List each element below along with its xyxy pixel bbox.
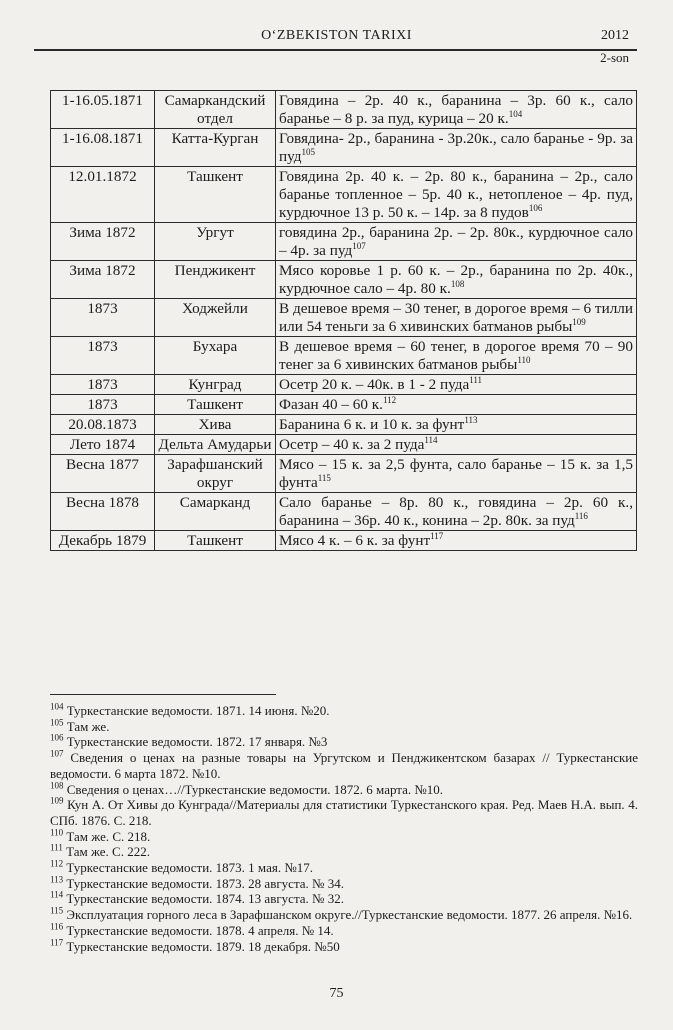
table-row [51, 455, 637, 493]
footnote-ref: 116 [574, 510, 588, 521]
prices-cell [276, 91, 637, 129]
prices-cell [276, 493, 637, 531]
table-row [51, 91, 637, 129]
footnote-text: Туркестанские ведомости. 1873. 28 августа. № 34. [66, 875, 344, 891]
place-cell: Катта-Курган [155, 129, 276, 167]
prices-text: В дешевое время – 60 тенег, в дорогое время 70 – 90 тенег за 6 хивинских батманов рыбы [279, 338, 633, 373]
date-cell: Зима 1872 [51, 223, 155, 261]
prices-cell [276, 129, 637, 167]
footnote [50, 923, 638, 939]
table-row [51, 299, 637, 337]
footnote-ref: 105 [301, 146, 315, 157]
place-cell: Пенджикент [155, 261, 276, 299]
journal-title: O‘ZBEKISTON TARIXI [261, 28, 412, 43]
place-cell: Самаркандский отдел [155, 91, 276, 129]
footnote-ref: 111 [469, 374, 483, 385]
footnote-ref: 117 [430, 530, 444, 541]
place-cell: Дельта Амударьи [155, 435, 276, 455]
place-cell: Бухара [155, 337, 276, 375]
footnote-number: 105 [50, 717, 64, 728]
footnote [50, 797, 638, 828]
date-cell: 1873 [51, 337, 155, 375]
prices-text: Баранина 6 к. и 10 к. за фунт [279, 416, 465, 433]
prices-text: Говядина 2р. 40 к. – 2р. 80 к., баранина – 2р., сало баранье топленное – 5р. 40 к., нетопленое – 4р. пуд, курдючное 13 р. 50 к. – 14р. за 8 пудов [279, 168, 633, 221]
footnote-ref: 112 [382, 394, 397, 405]
place-cell: Ташкент [155, 531, 276, 551]
prices-text: Говядина – 2р. 40 к., баранина – 3р. 60 к., сало баранье – 8 р. за пуд, курица – 20 к. [279, 92, 633, 127]
footnote-text: Там же. С. 218. [66, 828, 151, 844]
table-row [51, 395, 637, 415]
footnote-text: Там же. С. 222. [66, 844, 150, 860]
footnote-number: 106 [50, 733, 64, 744]
footnote [50, 860, 638, 876]
footnote-text: Кун А. От Хивы до Кунграда//Материалы для статистики Туркестанского края. Ред. Маев Н.А. вып. 4. СПб. 1876. С. 218. [50, 797, 638, 828]
footnote-number: 109 [50, 795, 64, 806]
table-row [51, 531, 637, 551]
place-cell: Ургут [155, 223, 276, 261]
footnote [50, 703, 638, 719]
prices-cell [276, 261, 637, 299]
footnote-text: Туркестанские ведомости. 1878. 4 апреля. № 14. [66, 922, 334, 938]
footnote-number: 114 [50, 890, 64, 901]
footnote-ref: 109 [572, 316, 586, 327]
table-row [51, 375, 637, 395]
prices-cell [276, 167, 637, 223]
footnote-ref: 107 [352, 240, 366, 251]
footnote-number: 113 [50, 874, 64, 885]
footnote [50, 939, 638, 955]
footnote [50, 782, 638, 798]
footnote-ref: 115 [317, 472, 331, 483]
footnote-text: Сведения о ценах на разные товары на Ургутском и Пенджикентском базарах // Туркестанские ведомости. 6 марта 1872. №10. [50, 750, 639, 781]
footnote [50, 750, 638, 781]
journal-year: 2012 [601, 28, 629, 43]
footnote-number: 107 [50, 748, 64, 759]
footnote-ref: 108 [450, 278, 465, 289]
prices-cell [276, 299, 637, 337]
prices-cell [276, 531, 637, 551]
footnotes-list [50, 703, 638, 954]
footnote-text: Эксплуатация горного леса в Зарафшанском округе.//Туркестанские ведомости. 1877. 26 апреля. №16. [66, 907, 633, 923]
prices-text: Сало баранье – 8р. 80 к., говядина – 2р. 60 к., баранина – 36р. 40 к., конина – 2р. 80к. за пуд [279, 494, 633, 529]
table-row [51, 223, 637, 261]
footnote-ref: 113 [464, 414, 478, 425]
table-row [51, 261, 637, 299]
prices-table [50, 90, 637, 551]
footnote [50, 719, 638, 735]
date-cell: 1873 [51, 395, 155, 415]
prices-text: Фазан 40 – 60 к. [279, 396, 383, 413]
prices-text: Мясо 4 к. – 6 к. за фунт [279, 532, 431, 549]
prices-cell [276, 415, 637, 435]
date-cell: 1-16.05.1871 [51, 91, 155, 129]
prices-text: Осетр 20 к. – 40к. в 1 - 2 пуда [279, 376, 470, 393]
place-cell: Ташкент [155, 167, 276, 223]
footnote-ref: 114 [424, 434, 438, 445]
footnote [50, 891, 638, 907]
date-cell: Лето 1874 [51, 435, 155, 455]
prices-text: Осетр – 40 к. за 2 пуда [279, 436, 425, 453]
header-divider [34, 49, 637, 51]
journal-issue: 2-son [600, 50, 629, 65]
footnote-number: 117 [50, 937, 64, 948]
footnote [50, 844, 638, 860]
place-cell: Ташкент [155, 395, 276, 415]
table-row [51, 129, 637, 167]
table-row [51, 493, 637, 531]
footnote-number: 116 [50, 921, 64, 932]
footnote-ref: 110 [517, 354, 531, 365]
prices-text: В дешевое время – 30 тенег, в дорогое время – 6 тилли или 54 теньги за 6 хивинских батманов рыбы [279, 300, 633, 335]
page-number: 75 [329, 986, 344, 1001]
prices-cell [276, 435, 637, 455]
table-row [51, 167, 637, 223]
place-cell: Кунград [155, 375, 276, 395]
footnote-text: Туркестанские ведомости. 1873. 1 мая. №17. [66, 860, 313, 876]
table-row [51, 415, 637, 435]
prices-cell [276, 375, 637, 395]
footnote-text: Туркестанские ведомости. 1874. 13 августа. № 32. [66, 891, 344, 907]
date-cell: 1873 [51, 375, 155, 395]
prices-cell [276, 455, 637, 493]
prices-text: Мясо коровье 1 р. 60 к. – 2р., баранина по 2р. 40к., курдючное сало – 4р. 80 к. [279, 262, 633, 297]
footnote-number: 112 [50, 858, 64, 869]
footnote [50, 829, 638, 845]
footnote-text: Туркестанские ведомости. 1872. 17 января. №3 [66, 734, 328, 750]
footnote [50, 876, 638, 892]
date-cell: Зима 1872 [51, 261, 155, 299]
footnote-ref: 104 [508, 108, 523, 119]
footnote-number: 110 [50, 827, 64, 838]
footnote-text: Сведения о ценах…//Туркестанские ведомости. 1872. 6 марта. №10. [66, 781, 444, 797]
prices-cell [276, 337, 637, 375]
table-row [51, 435, 637, 455]
footnote-divider [50, 694, 276, 695]
prices-cell [276, 223, 637, 261]
prices-cell [276, 395, 637, 415]
prices-text: Говядина- 2р., баранина - 3р.20к., сало баранье - 9р. за пуд [279, 130, 633, 165]
footnote-text: Туркестанские ведомости. 1871. 14 июня. №20. [66, 703, 330, 718]
prices-table-body [51, 91, 637, 551]
footnote [50, 907, 638, 923]
date-cell: 20.08.1873 [51, 415, 155, 435]
date-cell: Весна 1878 [51, 493, 155, 531]
date-cell: 1-16.08.1871 [51, 129, 155, 167]
date-cell: 12.01.1872 [51, 167, 155, 223]
place-cell: Зарафшанский округ [155, 455, 276, 493]
footnote [50, 734, 638, 750]
footnote-text: Там же. [66, 718, 110, 734]
date-cell: 1873 [51, 299, 155, 337]
footnote-text: Туркестанские ведомости. 1879. 18 декабря. №50 [66, 938, 340, 954]
footnote-number: 115 [50, 905, 64, 916]
place-cell: Хива [155, 415, 276, 435]
place-cell: Самарканд [155, 493, 276, 531]
prices-text: Мясо – 15 к. за 2,5 фунта, сало баранье – 15 к. за 1,5 фунта [279, 456, 633, 491]
date-cell: Весна 1877 [51, 455, 155, 493]
footnote-ref: 106 [528, 202, 543, 213]
footnote-number: 108 [50, 780, 64, 791]
prices-text: говядина 2р., баранина 2р. – 2р. 80к., курдючное сало – 4р. за пуд [279, 224, 633, 259]
date-cell: Декабрь 1879 [51, 531, 155, 551]
footnote-number: 104 [50, 701, 64, 712]
footnote-number: 111 [50, 843, 63, 853]
table-row [51, 337, 637, 375]
place-cell: Ходжейли [155, 299, 276, 337]
